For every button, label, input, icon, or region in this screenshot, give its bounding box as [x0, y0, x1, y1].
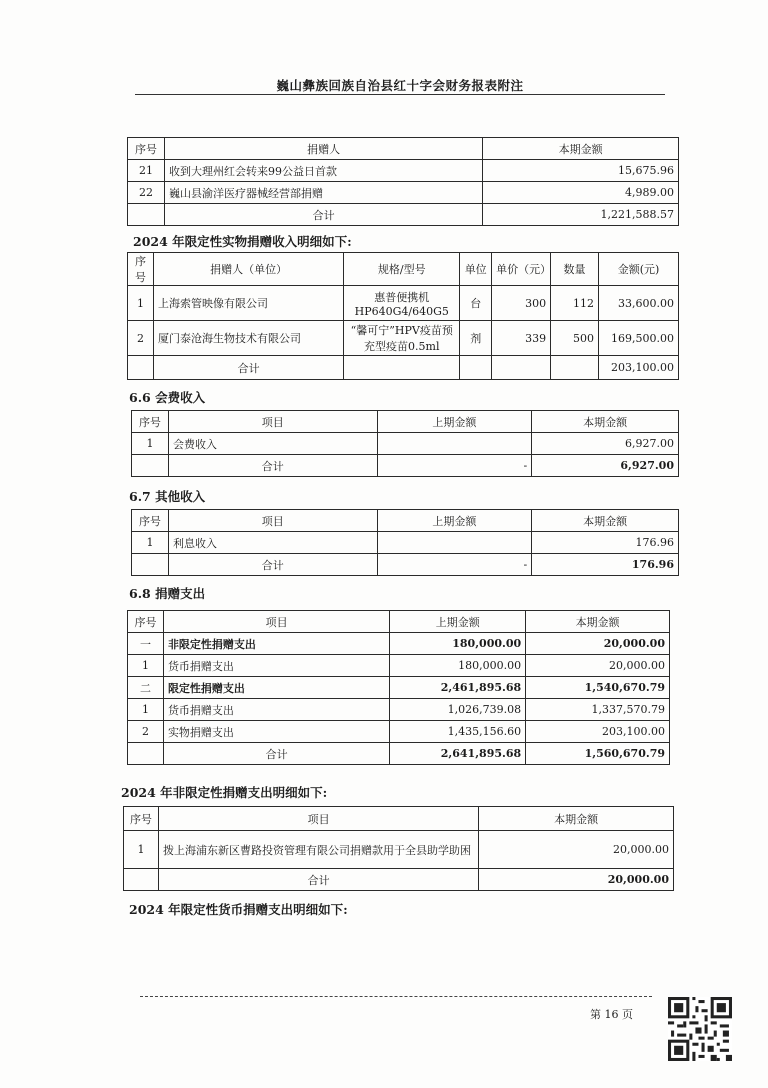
col-item: 项目 [168, 510, 377, 532]
total-label: 合计 [164, 204, 482, 226]
table-row [128, 721, 670, 743]
table-row [128, 633, 670, 655]
cell-prev: 1,026,739.08 [390, 699, 526, 721]
table-row [132, 532, 679, 554]
total-amount: 20,000.00 [479, 869, 674, 891]
col-prev: 上期金额 [390, 611, 526, 633]
col-spec: 规格/型号 [344, 253, 460, 286]
cell-unit: 台 [460, 286, 492, 321]
col-qty: 数量 [551, 253, 599, 286]
cell-prev [377, 532, 532, 554]
cell-item: 实物捐赠支出 [163, 721, 389, 743]
col-no: 序号 [132, 510, 169, 532]
cell-donor: 上海索管映像有限公司 [153, 286, 343, 321]
cell-no: 1 [128, 286, 154, 321]
cell-prev [377, 433, 532, 455]
col-unit: 单位 [460, 253, 492, 286]
table-row [128, 321, 679, 356]
cell-item: 非限定性捐赠支出 [163, 633, 389, 655]
cell-empty [132, 554, 169, 576]
table-row [128, 160, 679, 182]
total-label: 合计 [168, 455, 377, 477]
cell-donor: 巍山县渝洋医疗器械经营部捐赠 [164, 182, 482, 204]
table-row [128, 699, 670, 721]
col-amount: 本期金额 [483, 138, 679, 160]
section-title: 6.6 会费收入 [129, 390, 206, 405]
col-cur: 本期金额 [532, 411, 679, 433]
total-cur: 6,927.00 [532, 455, 679, 477]
cell-cur: 1,540,670.79 [526, 677, 670, 699]
donation-income-table [127, 137, 679, 226]
col-amount: 金额(元) [599, 253, 679, 286]
cell-no: 二 [128, 677, 164, 699]
cell-cur: 20,000.00 [526, 633, 670, 655]
col-donor: 捐赠人（单位） [153, 253, 343, 286]
cell-qty: 500 [551, 321, 599, 356]
section-title: 2024 年非限定性捐赠支出明细如下: [121, 785, 328, 800]
cell-spec: “馨可宁”HPV疫苗预充型疫苗0.5ml [344, 321, 460, 356]
cell-price: 339 [492, 321, 551, 356]
cell-empty [128, 204, 165, 226]
section-title: 6.8 捐赠支出 [129, 586, 206, 601]
col-cur: 本期金额 [526, 611, 670, 633]
footer-rule [140, 996, 652, 997]
cell-item: 拨上海浦东新区曹路投资管理有限公司捐赠款用于全县助学助困 [158, 831, 478, 869]
unrestricted-expense-table [123, 806, 674, 891]
in-kind-donation-table [127, 252, 679, 380]
section-title: 2024 年限定性实物捐赠收入明细如下: [133, 234, 352, 249]
cell-item: 货币捐赠支出 [163, 655, 389, 677]
col-item: 项目 [168, 411, 377, 433]
page-header-title: 巍山彝族回族自治县红十字会财务报表附注 [276, 78, 524, 93]
col-cur: 本期金额 [479, 807, 674, 831]
cell-empty [492, 356, 551, 380]
total-cur: 176.96 [532, 554, 679, 576]
cell-cur: 203,100.00 [526, 721, 670, 743]
col-no: 序号 [132, 411, 169, 433]
total-prev: 2,641,895.68 [390, 743, 526, 765]
table-header-row [128, 611, 670, 633]
total-row [132, 554, 679, 576]
cell-item: 限定性捐赠支出 [163, 677, 389, 699]
table-row [128, 655, 670, 677]
col-no: 序号 [128, 253, 154, 286]
cell-item: 会费收入 [168, 433, 377, 455]
cell-no: 21 [128, 160, 165, 182]
total-row [128, 204, 679, 226]
cell-no: 一 [128, 633, 164, 655]
cell-unit: 剂 [460, 321, 492, 356]
total-cur: 1,560,670.79 [526, 743, 670, 765]
qr-code-icon [668, 997, 732, 1061]
total-row [128, 743, 670, 765]
section-title: 2024 年限定性货币捐赠支出明细如下: [129, 902, 348, 917]
col-no: 序号 [128, 138, 165, 160]
cell-empty [132, 455, 169, 477]
cell-empty [128, 356, 154, 380]
cell-qty: 112 [551, 286, 599, 321]
cell-no: 1 [124, 831, 159, 869]
other-income-table [131, 509, 679, 576]
cell-prev: 180,000.00 [390, 633, 526, 655]
cell-donor: 收到大理州红会转来99公益日首款 [164, 160, 482, 182]
total-amount: 1,221,588.57 [483, 204, 679, 226]
total-amount: 203,100.00 [599, 356, 679, 380]
total-prev: - [377, 554, 532, 576]
section-title: 6.7 其他收入 [129, 489, 206, 504]
donation-expense-table [127, 610, 670, 765]
cell-cur: 176.96 [532, 532, 679, 554]
col-donor: 捐赠人 [164, 138, 482, 160]
col-item: 项目 [158, 807, 478, 831]
header-rule [135, 94, 665, 95]
col-no: 序号 [128, 611, 164, 633]
col-cur: 本期金额 [532, 510, 679, 532]
cell-amount: 33,600.00 [599, 286, 679, 321]
cell-price: 300 [492, 286, 551, 321]
cell-no: 2 [128, 321, 154, 356]
cell-cur: 20,000.00 [526, 655, 670, 677]
table-header-row [132, 510, 679, 532]
total-label: 合计 [153, 356, 343, 380]
page-number: 第 16 页 [590, 1008, 633, 1021]
cell-no: 1 [132, 532, 169, 554]
membership-income-table [131, 410, 679, 477]
cell-prev: 2,461,895.68 [390, 677, 526, 699]
col-price: 单价（元） [492, 253, 551, 286]
table-row [128, 677, 670, 699]
cell-empty [460, 356, 492, 380]
cell-no: 2 [128, 721, 164, 743]
cell-no: 22 [128, 182, 165, 204]
total-row [124, 869, 674, 891]
cell-item: 货币捐赠支出 [163, 699, 389, 721]
cell-prev: 1,435,156.60 [390, 721, 526, 743]
table-header-row [132, 411, 679, 433]
table-row [132, 433, 679, 455]
cell-spec: 惠普便携机 HP640G4/640G5 [344, 286, 460, 321]
table-row [128, 182, 679, 204]
cell-donor: 厦门泰沧海生物技术有限公司 [153, 321, 343, 356]
total-label: 合计 [158, 869, 478, 891]
cell-cur: 1,337,570.79 [526, 699, 670, 721]
table-row [124, 831, 674, 869]
total-label: 合计 [163, 743, 389, 765]
total-prev: - [377, 455, 532, 477]
cell-empty [128, 743, 164, 765]
col-item: 项目 [163, 611, 389, 633]
col-no: 序号 [124, 807, 159, 831]
cell-empty [124, 869, 159, 891]
cell-cur: 20,000.00 [479, 831, 674, 869]
table-header-row [124, 807, 674, 831]
col-prev: 上期金额 [377, 510, 532, 532]
cell-amount: 4,989.00 [483, 182, 679, 204]
cell-empty [551, 356, 599, 380]
cell-prev: 180,000.00 [390, 655, 526, 677]
cell-cur: 6,927.00 [532, 433, 679, 455]
total-row [132, 455, 679, 477]
table-header-row [128, 138, 679, 160]
cell-no: 1 [128, 699, 164, 721]
table-header-row [128, 253, 679, 286]
cell-amount: 169,500.00 [599, 321, 679, 356]
cell-empty [344, 356, 460, 380]
total-label: 合计 [168, 554, 377, 576]
cell-no: 1 [128, 655, 164, 677]
cell-amount: 15,675.96 [483, 160, 679, 182]
cell-no: 1 [132, 433, 169, 455]
total-row [128, 356, 679, 380]
col-prev: 上期金额 [377, 411, 532, 433]
table-row [128, 286, 679, 321]
cell-item: 利息收入 [168, 532, 377, 554]
